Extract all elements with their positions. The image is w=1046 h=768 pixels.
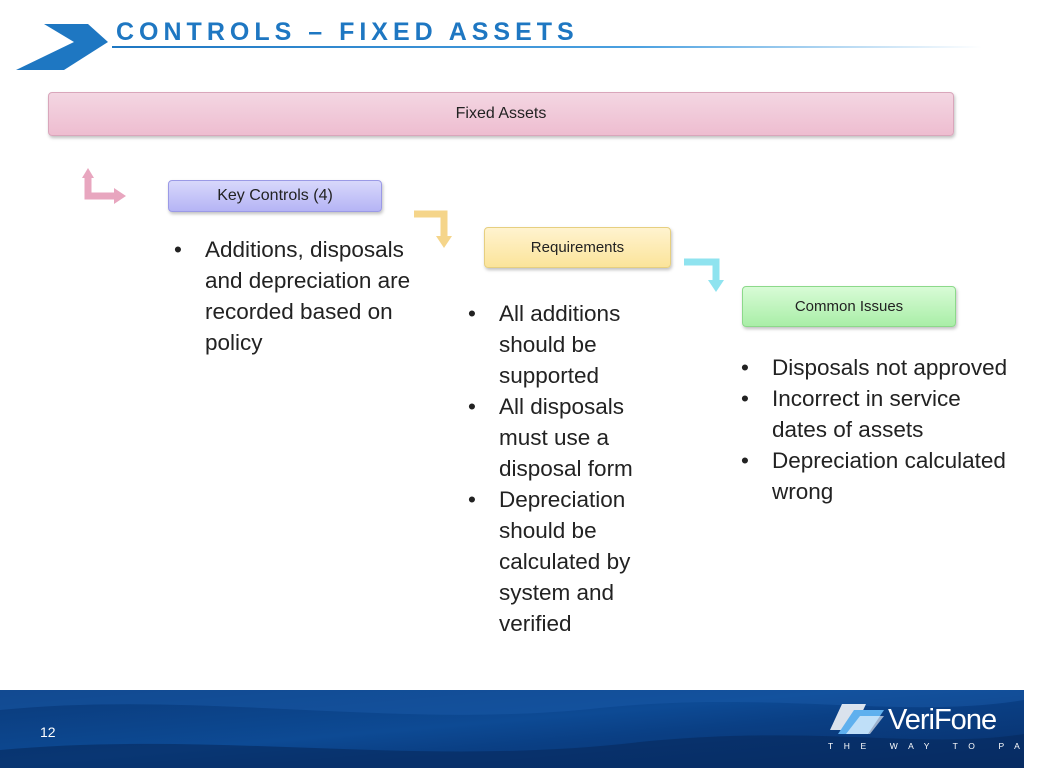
key-controls-bullet: • Additions, disposals and depreciation are recorded based on policy (172, 234, 432, 358)
requirements-bullet: • Depreciation should be calculated by system and verified (466, 484, 666, 639)
bent-arrow-cyan-icon (678, 250, 730, 296)
bent-arrow-pink-icon (80, 166, 130, 208)
requirements-list (466, 298, 666, 639)
brand-tagline: THE WAY TO PAY (828, 741, 1046, 751)
title-underline (112, 46, 982, 48)
common-issues-list (739, 352, 1009, 507)
key-controls-box: Key Controls (4) (168, 180, 382, 212)
requirements-box: Requirements (484, 227, 671, 268)
fixed-assets-box: Fixed Assets (48, 92, 954, 136)
brand-logo (826, 698, 1046, 758)
slide-footer (0, 690, 1046, 768)
key-controls-list (172, 234, 432, 358)
requirements-bullet: • All disposals must use a disposal form (466, 391, 666, 484)
slide-title: CONTROLS – FIXED ASSETS (116, 18, 579, 46)
brand-name: VeriFone (888, 704, 997, 736)
common-issues-bullet: • Disposals not approved (739, 352, 1009, 383)
requirements-bullet: • All additions should be supported (466, 298, 666, 391)
slide-logo-mark-icon (14, 22, 110, 72)
verifone-mark-icon (826, 700, 888, 738)
common-issues-bullet: • Depreciation calculated wrong (739, 445, 1009, 507)
page-number: 12 (40, 724, 56, 740)
common-issues-box: Common Issues (742, 286, 956, 327)
common-issues-bullet: • Incorrect in service dates of assets (739, 383, 1009, 445)
